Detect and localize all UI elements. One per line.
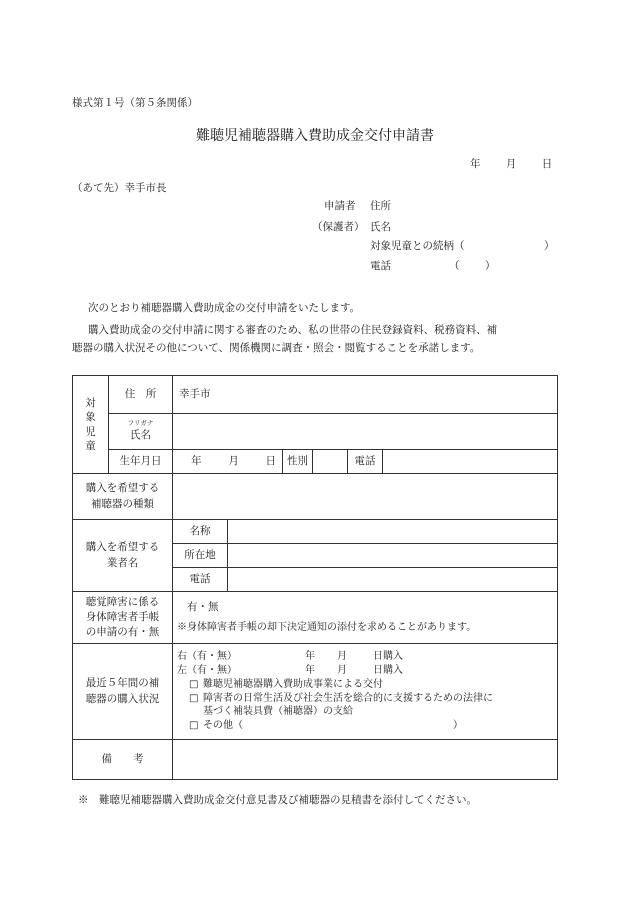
disability-row — [73, 592, 558, 644]
device-type-label — [73, 474, 173, 520]
vendor-name-label: 名称 — [173, 520, 228, 544]
dob-year: 年 — [191, 454, 202, 467]
form-number: 様式第１号（第５条関係） — [72, 97, 198, 109]
sex-label: 性別 — [283, 450, 313, 474]
address-row — [73, 376, 558, 414]
name-value[interactable] — [173, 414, 558, 450]
disability-note: ※身体障害者手帳の却下決定通知の添付を求めることがあります。 — [177, 621, 477, 633]
relation-label: 対象児童との続柄（ — [370, 240, 465, 252]
applicant-phone-open: （ — [449, 260, 460, 272]
left-month: 月 — [337, 664, 347, 676]
vendor-name-row — [73, 520, 558, 544]
date-year: 年 — [470, 158, 481, 170]
disability-label-line: 身体障害者手帳 — [85, 611, 160, 624]
left-year: 年 — [305, 664, 315, 676]
furigana-label: フリガナ — [127, 419, 154, 428]
sex-value[interactable] — [313, 450, 348, 474]
remarks-row — [73, 740, 558, 780]
option-3-close: ） — [453, 720, 463, 732]
right-ear-line — [177, 650, 553, 664]
device-type-label-line: 補聴器の種類 — [91, 497, 154, 510]
vendor-label-line: 業者名 — [106, 556, 139, 569]
option-3 — [177, 719, 553, 733]
right-year: 年 — [305, 651, 315, 663]
address-label: 住 所 — [109, 376, 173, 414]
right-day: 日購入 — [373, 651, 403, 663]
addressee: （あて先）幸手市長 — [72, 182, 167, 194]
option-1-label: 難聴児補聴器購入費助成事業による交付 — [203, 678, 383, 690]
history-value-cell — [173, 644, 558, 740]
history-label-line: 最近５年間の補 — [85, 677, 160, 690]
disability-label-line: の申請の有・無 — [85, 625, 160, 638]
option-3-label: その他（ — [203, 720, 243, 732]
applicant-name-label: 氏名 — [370, 221, 391, 233]
device-type-row — [73, 474, 558, 520]
vendor-name-value[interactable] — [228, 520, 558, 544]
date-line — [470, 156, 552, 171]
disability-label — [73, 592, 173, 644]
disability-label-line: 聴覚障害に係る — [85, 596, 160, 609]
option-2-label-line-2: 基づく補装具費（補聴器）の支給 — [203, 706, 353, 718]
address-value[interactable]: 幸手市 — [173, 376, 558, 414]
applicant-phone-label: 電話 — [370, 260, 391, 272]
applicant-address-label: 住所 — [370, 200, 391, 212]
option-2 — [177, 692, 553, 706]
date-month: 月 — [505, 158, 517, 170]
footer-note: ※ 難聴児補聴器購入費助成金交付意見書及び補聴器の見積書を添付してください。 — [78, 794, 477, 806]
remarks-value[interactable] — [173, 740, 558, 780]
application-table — [72, 375, 558, 780]
child-header — [73, 376, 109, 474]
dob-label: 生年月日 — [109, 450, 173, 474]
option-2-checkbox[interactable]: □ — [189, 692, 199, 704]
left-day: 日購入 — [373, 664, 403, 676]
device-type-value[interactable] — [173, 474, 558, 520]
history-row — [73, 644, 558, 740]
dob-row — [73, 450, 558, 474]
date-day: 日 — [541, 158, 553, 170]
child-header-char: 児 — [85, 425, 96, 438]
right-ear-label[interactable]: 右（有・無） — [177, 651, 237, 663]
child-header-char: 象 — [85, 411, 96, 424]
remarks-label: 備 考 — [73, 740, 173, 780]
applicant-label: 申請者 — [324, 200, 356, 212]
relation-close: ） — [544, 240, 555, 252]
left-ear-label[interactable]: 左（有・無） — [177, 664, 237, 676]
intro-paragraph-2-line-2: 聴器の購入状況その他について、関係機関に調査・照会・閲覧することを承諾します。 — [72, 342, 481, 354]
option-3-checkbox[interactable]: □ — [189, 720, 199, 732]
vendor-label — [73, 520, 173, 592]
vendor-location-value[interactable] — [228, 544, 558, 568]
option-1 — [177, 678, 553, 692]
vendor-phone-value[interactable] — [228, 568, 558, 592]
intro-paragraph-1: 次のとおり補聴器購入費助成金の交付申請をいたします。 — [88, 302, 361, 314]
name-label: 氏名 — [130, 428, 151, 441]
dob-day: 日 — [265, 454, 276, 467]
vendor-label-line: 購入を希望する — [85, 541, 160, 554]
option-1-checkbox[interactable]: □ — [189, 678, 199, 690]
page-title: 難聴児補聴器購入費助成金交付申請書 — [196, 128, 434, 144]
child-header-char: 童 — [85, 439, 96, 452]
name-row — [73, 414, 558, 450]
dob-month: 月 — [228, 454, 239, 467]
history-label — [73, 644, 173, 740]
option-2-label-line-1: 障害者の日常生活及び社会生活を総合的に支援するための法律に — [203, 692, 493, 704]
history-label-line: 聴器の購入状況 — [85, 692, 160, 705]
dob-value[interactable] — [173, 450, 283, 474]
applicant-phone-close: ） — [485, 260, 496, 272]
disability-value-cell — [173, 592, 558, 644]
device-type-label-line: 購入を希望する — [85, 482, 160, 495]
name-label-cell — [109, 414, 173, 450]
right-month: 月 — [337, 651, 347, 663]
vendor-location-label: 所在地 — [173, 544, 228, 568]
left-ear-line — [177, 664, 553, 678]
child-phone-label: 電話 — [348, 450, 383, 474]
option-2-cont — [177, 705, 553, 719]
guardian-label: （保護者） — [312, 221, 365, 233]
vendor-phone-label: 電話 — [173, 568, 228, 592]
disability-value[interactable]: 有・無 — [187, 600, 219, 613]
child-header-char: 対 — [85, 397, 96, 410]
child-phone-value[interactable] — [383, 450, 558, 474]
intro-paragraph-2-line-1: 購入費助成金の交付申請に関する審査のため、私の世帯の住民登録資料、税務資料、補 — [88, 324, 498, 336]
